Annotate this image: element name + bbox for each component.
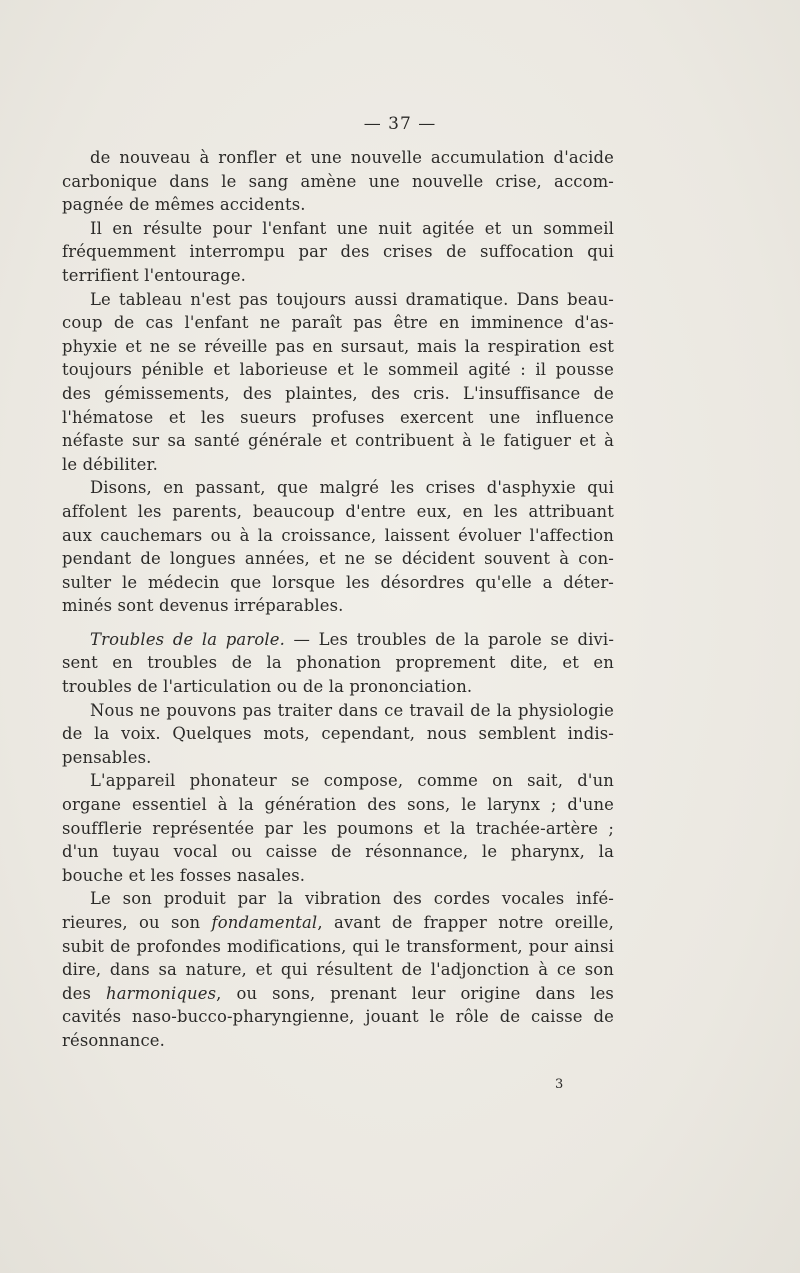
paragraph <box>62 476 614 618</box>
text-line: aux cauchemars ou à la croissance, laissent évoluer l'affection <box>62 525 614 545</box>
text-line: terrifient l'entourage. <box>62 265 247 285</box>
text-line: des harmoniques, ou sons, prenant leur origine dans les <box>62 983 614 1003</box>
signature-mark: 3 <box>555 1077 564 1092</box>
text-line: Le tableau n'est pas toujours aussi dramatique. Dans beau- <box>90 289 614 309</box>
text-line: Il en résulte pour l'enfant une nuit agitée et un sommeil <box>90 218 614 238</box>
paragraph-gap <box>62 618 614 628</box>
text-line: toujours pénible et laborieuse et le sommeil agité : il pousse <box>62 360 614 380</box>
paragraph <box>62 628 614 699</box>
text-line: Disons, en passant, que malgré les crises d'asphyxie qui <box>90 478 614 498</box>
text-line: Troubles de la parole. — Les troubles de la parole se divi- <box>90 629 615 649</box>
text-line: pendant de longues années, et ne se décident souvent à con- <box>62 549 614 569</box>
text-line: de nouveau à ronfler et une nouvelle accumulation d'acide <box>90 148 614 167</box>
text-line: bouche et les fosses nasales. <box>62 865 306 885</box>
text-line: coup de cas l'enfant ne paraît pas être en imminence d'as- <box>62 313 614 333</box>
text-line: minés sont devenus irréparables. <box>62 596 344 616</box>
text-line: affolent les parents, beaucoup d'entre eux, en les attribuant <box>62 501 614 521</box>
text-line: le débiliter. <box>62 454 159 474</box>
text-line: subit de profondes modifications, qui le transforment, pour ainsi <box>62 936 614 956</box>
text-line: néfaste sur sa santé générale et contribuent à le fatiguer et à <box>62 431 614 451</box>
paragraph <box>62 699 614 770</box>
text-line: pensables. <box>62 747 152 767</box>
text-line: sulter le médecin que lorsque les désordres qu'elle a déter- <box>62 572 614 592</box>
paragraph <box>62 146 614 217</box>
text-line: fréquemment interrompu par des crises de suffocation qui <box>62 242 614 262</box>
text-line: Nous ne pouvons pas traiter dans ce travail de la physiologie <box>90 700 614 720</box>
text-line: dire, dans sa nature, et qui résultent de l'adjonction à ce son <box>62 960 614 980</box>
text-line: phyxie et ne se réveille pas en sursaut, mais la respiration est <box>62 336 614 356</box>
text-line: rieures, ou son fondamental, avant de frapper notre oreille, <box>62 913 614 932</box>
paragraph <box>62 288 614 477</box>
text-line: carbonique dans le sang amène une nouvelle crise, accom- <box>62 171 614 191</box>
page-number: — 37 — <box>363 114 437 134</box>
text-line: l'hématose et les sueurs profuses exercent une influence <box>62 407 614 427</box>
body-text <box>62 146 614 1053</box>
text-line: de la voix. Quelques mots, cependant, nous semblent indis- <box>62 724 614 744</box>
text-line: d'un tuyau vocal ou caisse de résonnance, le pharynx, la <box>62 842 614 862</box>
paragraph <box>62 217 614 288</box>
italic-term: fondamental <box>211 913 318 932</box>
paragraph <box>62 769 614 887</box>
paragraph <box>62 887 614 1052</box>
text-line: Le son produit par la vibration des cordes vocales infé- <box>90 889 614 909</box>
text-line: L'appareil phonateur se compose, comme on sait, d'un <box>90 771 614 791</box>
text-line: sent en troubles de la phonation proprement dite, et en <box>62 653 614 673</box>
italic-term: harmoniques <box>105 983 217 1003</box>
text-line: résonnance. <box>62 1030 165 1050</box>
section-heading: Troubles de la parole. <box>90 629 285 649</box>
text-line: troubles de l'articulation ou de la prononciation. <box>62 677 473 697</box>
text-line: organe essentiel à la génération des sons, le larynx ; d'une <box>62 795 614 815</box>
text-line: soufflerie représentée par les poumons et la trachée-artère ; <box>62 818 614 838</box>
text-line: cavités naso-bucco-pharyngienne, jouant le rôle de caisse de <box>62 1007 614 1027</box>
text-line: pagnée de mêmes accidents. <box>62 195 306 215</box>
text-line: des gémissements, des plaintes, des cris. L'insuffisance de <box>62 383 614 403</box>
